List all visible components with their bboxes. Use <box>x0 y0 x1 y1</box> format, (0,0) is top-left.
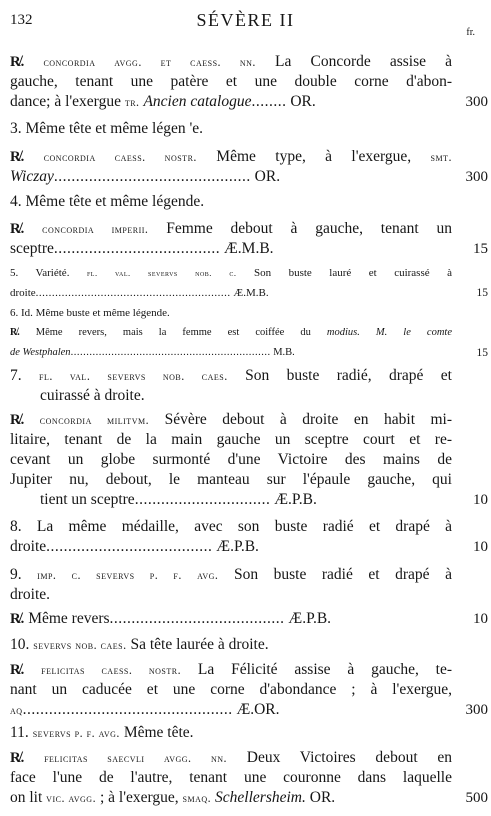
entry-line <box>10 386 452 406</box>
entry-line <box>10 147 452 167</box>
legend-text: concordia imperii. <box>42 222 149 236</box>
italic-text: de Westphalen <box>10 347 71 358</box>
entry-line <box>10 430 452 450</box>
legend-text: tr. <box>124 95 140 109</box>
catalogue-entry <box>10 723 452 743</box>
entry-text: Æ.OR. <box>232 701 280 718</box>
entry-line <box>10 609 452 629</box>
leader-dots: ............................... <box>134 491 271 508</box>
entry-line <box>10 585 452 605</box>
leader-dots: ............................................. <box>53 168 251 185</box>
entry-line <box>10 52 452 72</box>
catalogue-entry <box>10 366 452 406</box>
legend-text: fl. val. severvs nob. caes. <box>39 369 228 383</box>
entry-text: Femme debout à gauche, tenant un <box>148 220 452 237</box>
entry-text: Sévère debout à droite en habit mi- <box>149 411 452 428</box>
catalogue-entry <box>10 565 452 605</box>
leader-dots: ...................................... <box>46 538 213 555</box>
entry-text: on lit <box>10 789 47 806</box>
entry-line <box>10 470 452 490</box>
entry-line <box>10 517 452 537</box>
page-header <box>0 10 491 36</box>
entry-line <box>10 723 452 743</box>
catalogue-entry <box>10 263 452 303</box>
entry-text: 6. Id. Même buste et même légende. <box>10 307 170 319</box>
entry-text: Sa tête laurée à droite. <box>126 636 269 653</box>
entry-line <box>10 192 452 212</box>
entry-text: Jupiter nu, debout, le manteau sur l'épaule gauche, qui <box>10 471 452 488</box>
entry-text: ; à l'exergue, <box>96 789 183 806</box>
entry-text: nant un caducée et une corne d'abondance ; à l'exergue, <box>10 681 452 698</box>
entry-line <box>10 788 452 808</box>
catalogue-entry <box>10 219 452 259</box>
italic-text: modius. M. le comte <box>326 327 452 338</box>
catalogue-entry <box>10 748 452 808</box>
reverse-mark: R̸. <box>10 54 25 70</box>
italic-text: Schellersheim. <box>215 789 306 806</box>
entry-line <box>10 660 452 680</box>
price-value: 500 <box>465 790 488 806</box>
price-value: 300 <box>465 169 488 185</box>
entry-text: OR. <box>286 93 316 110</box>
entry-line <box>10 263 452 283</box>
legend-text: vic. avgg. <box>46 791 97 805</box>
leader-dots: ................................................ <box>22 701 233 718</box>
legend-text: concordia avgg. et caess. nn. <box>43 55 256 69</box>
price-value: 15 <box>476 347 488 359</box>
reverse-mark: R̸. <box>10 662 25 678</box>
entry-line <box>10 92 452 112</box>
italic-text: Wiczay <box>10 168 54 185</box>
entry-text <box>24 53 43 70</box>
leader-dots: ........................................ <box>109 610 285 627</box>
entry-text: tient un sceptre <box>40 491 135 508</box>
entry-text: droite <box>10 287 36 299</box>
leader-dots: ............................................................ <box>35 287 231 299</box>
entry-line <box>10 748 452 768</box>
entry-text: Æ.P.B. <box>284 610 332 627</box>
entry-line <box>10 72 452 92</box>
entry-line <box>10 490 452 510</box>
entry-line <box>10 450 452 470</box>
entry-line <box>10 343 452 363</box>
entry-text: face l'une de l'autre, tenant une couronne dans laquelle <box>10 769 452 786</box>
entry-text: litaire, tenant de la main gauche un sceptre court et re- <box>10 431 452 448</box>
price-value: 300 <box>465 94 488 110</box>
leader-dots: ...................................... <box>53 240 221 257</box>
entry-text: Æ.P.B. <box>212 538 259 555</box>
entry-text: gauche, tenant une patère et une double corne d'abon- <box>10 73 452 90</box>
catalogue-entry <box>10 635 452 655</box>
entry-line <box>10 119 452 139</box>
entry-text <box>24 411 39 428</box>
entry-text: 8. La même médaille, avec son buste radié et drapé à <box>10 518 452 535</box>
entry-text <box>24 220 42 237</box>
entry-line <box>10 239 452 259</box>
entry-text <box>24 148 43 165</box>
entry-text: 9. <box>10 566 38 583</box>
entry-text: OR. <box>305 789 336 806</box>
entry-line <box>10 537 452 557</box>
catalogue-entry <box>10 609 452 629</box>
entry-line <box>10 565 452 585</box>
entry-text <box>24 749 44 766</box>
reverse-mark: R̸. <box>10 221 25 237</box>
entry-text: cuirassé à droite. <box>40 387 145 404</box>
catalogue-entry <box>10 323 452 363</box>
entry-text: Son buste radié, drapé et <box>227 367 452 384</box>
entry-text: La Concorde assise à <box>255 53 452 70</box>
reverse-mark: R̸. <box>10 149 25 165</box>
legend-text: felicitas caess. nostr. <box>41 663 182 677</box>
catalogue-entry <box>10 303 452 323</box>
leader-dots: ........ <box>251 93 287 110</box>
catalogue-entry <box>10 410 452 510</box>
entry-line <box>10 167 452 187</box>
entry-line <box>10 323 452 343</box>
currency-label: fr. <box>466 27 475 38</box>
catalogue-entry <box>10 660 452 720</box>
legend-text: concordia militvm. <box>39 413 150 427</box>
reverse-mark: R̸. <box>10 750 25 766</box>
entry-text: droite <box>10 538 47 555</box>
catalogue-entry <box>10 119 452 139</box>
page-number: 132 <box>10 12 33 28</box>
entry-text: Æ.M.B. <box>230 287 269 299</box>
entry-text: Æ.M.B. <box>220 240 274 257</box>
legend-text: severvs nob. caes. <box>33 638 127 652</box>
entry-text: Son buste lauré et cuirassé à <box>236 267 452 279</box>
entry-text: OR. <box>250 168 281 185</box>
entry-line <box>10 366 452 386</box>
catalogue-entry <box>10 192 452 212</box>
entry-text: sceptre <box>10 240 54 257</box>
entry-line <box>10 283 452 303</box>
price-value: 10 <box>473 611 488 627</box>
entry-text: droite. <box>10 586 51 603</box>
reverse-mark: R̸. <box>10 412 25 428</box>
entry-line <box>10 700 452 720</box>
entry-line <box>10 303 452 323</box>
legend-text: fl. val. severvs nob. c. <box>86 268 237 278</box>
reverse-mark: R̸. <box>10 327 20 338</box>
price-value: 15 <box>476 287 488 299</box>
price-value: 10 <box>473 539 488 555</box>
entry-text <box>24 661 41 678</box>
legend-text: severvs p. f. avg. <box>32 726 120 740</box>
italic-text: Ancien catalogue <box>143 93 252 110</box>
entry-text: Æ.P.B. <box>270 491 317 508</box>
entry-text: M.B. <box>270 347 295 358</box>
entry-text: Même revers, mais la femme est coiffée du <box>19 327 327 338</box>
entry-text: La Félicité assise à gauche, te- <box>181 661 452 678</box>
entry-line <box>10 768 452 788</box>
catalogue-entry <box>10 517 452 557</box>
price-value: 15 <box>473 241 488 257</box>
entry-text: 3. Même tête et même légen 'e. <box>10 120 204 137</box>
price-value: 300 <box>465 702 488 718</box>
entry-text: dance; à l'exergue <box>10 93 125 110</box>
legend-text: aq <box>10 703 23 717</box>
entry-line <box>10 635 452 655</box>
catalogue-entry <box>10 52 452 112</box>
entry-line <box>10 410 452 430</box>
leader-dots: ................................................................ <box>70 347 271 358</box>
entry-line <box>10 219 452 239</box>
entry-text: 4. Même tête et même légende. <box>10 193 205 210</box>
entry-text: 11. <box>10 724 33 741</box>
legend-text: felicitas saecvli avgg. nn. <box>44 751 228 765</box>
entry-text: Deux Victoires debout en <box>227 749 452 766</box>
entry-text: 10. <box>10 636 34 653</box>
catalogue-entry <box>10 147 452 187</box>
entry-line <box>10 680 452 700</box>
entry-text: Même tête. <box>119 724 194 741</box>
legend-text: concordia caess. nostr. <box>43 150 197 164</box>
entry-text: Son buste radié et drapé à <box>218 566 452 583</box>
legend-text: imp. c. severvs p. f. avg. <box>37 568 219 582</box>
reverse-mark: R̸. <box>10 611 25 627</box>
price-value: 10 <box>473 492 488 508</box>
page-title: SÉVÈRE II <box>196 10 295 30</box>
entry-text: 7. <box>10 367 40 384</box>
legend-text: smaq. <box>182 791 212 805</box>
entry-text: 5. Variété. <box>10 267 87 279</box>
entry-text: Même type, à l'exergue, <box>196 148 431 165</box>
entry-text: Même revers <box>24 610 110 627</box>
legend-text: smt. <box>430 150 452 164</box>
entry-text: cevant un globe surmonté d'une Victoire des mains de <box>10 451 452 468</box>
